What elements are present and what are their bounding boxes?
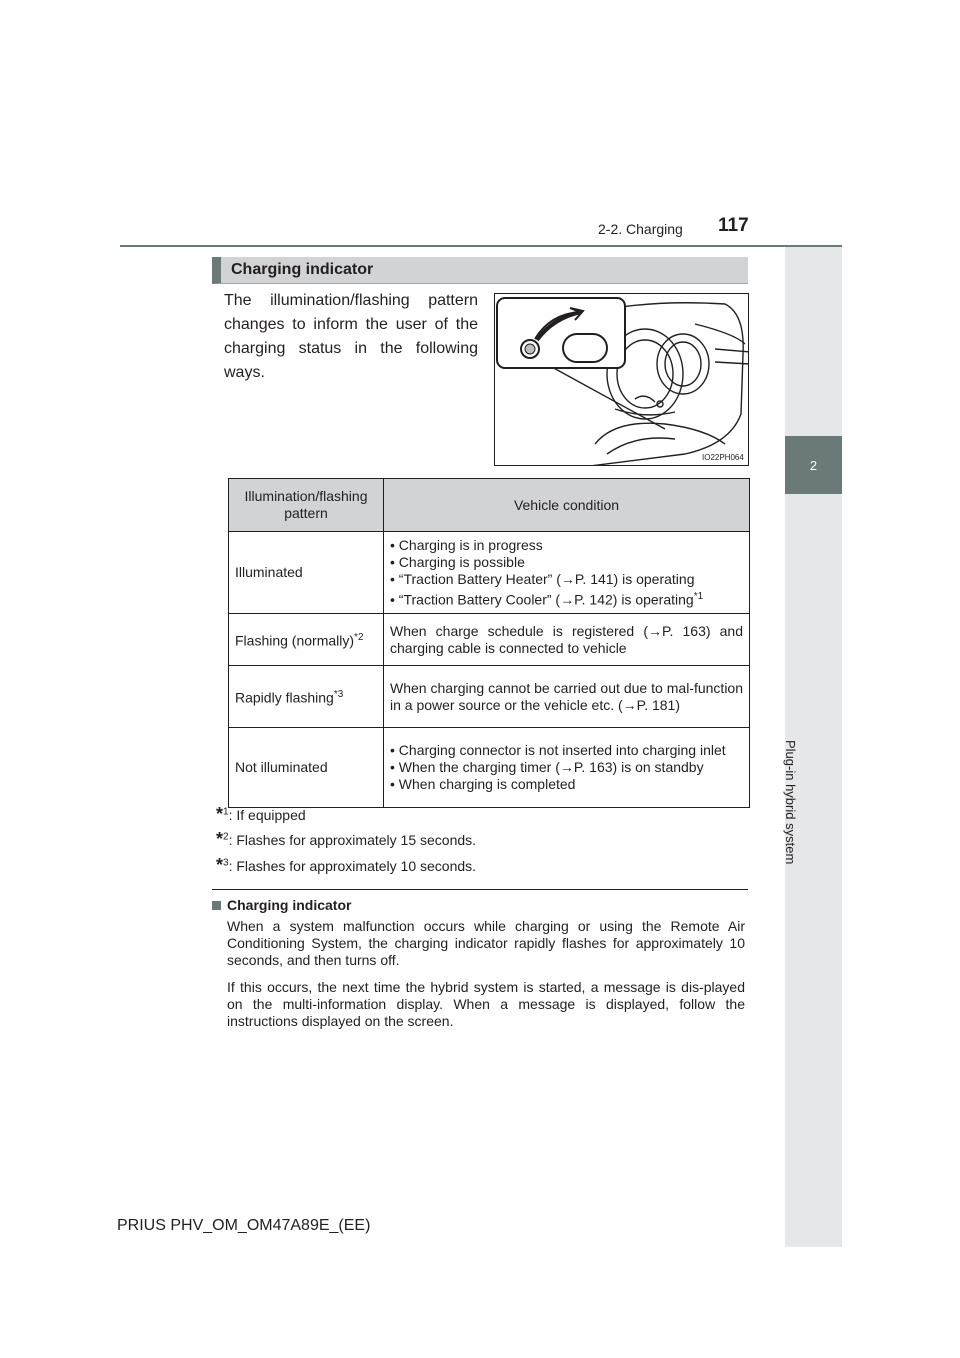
section-title: Charging indicator xyxy=(231,261,374,278)
condition-bullet: • Charging is in progress xyxy=(390,536,543,553)
pattern-label: Flashing (normally) xyxy=(235,632,355,649)
condition-bullet: • Charging connector is not inserted into charging inlet xyxy=(390,742,726,758)
condition-cell: When charging cannot be carried out due to mal-function in a power source or the vehicle etc. (→P. 181) xyxy=(384,666,750,728)
condition-cell xyxy=(384,728,750,808)
subsection-heading xyxy=(212,897,351,913)
condition-bullet: • Charging is possible xyxy=(390,553,525,570)
subsection-rule xyxy=(212,889,748,890)
pattern-label: Not illuminated xyxy=(235,759,328,775)
charging-port-drawing xyxy=(495,294,749,466)
intro-text: The illumination/flashing pattern changes to inform the user of the charging status in the following ways. xyxy=(224,292,478,381)
footnote-ref: *3 xyxy=(333,689,344,701)
pattern-cell xyxy=(229,614,384,666)
table-row xyxy=(229,614,750,666)
pattern-cell xyxy=(229,532,384,614)
table-row xyxy=(229,728,750,808)
footnote-ref: *2 xyxy=(354,632,364,644)
figure-code: IO22PH064 xyxy=(702,453,744,462)
footer-document-code: PRIUS PHV_OM_OM47A89E_(EE) xyxy=(117,1217,371,1234)
paragraph: When a system malfunction occurs while charging or using the Remote Air Conditioning System, the charging indicator rapidly flashes for approximately 10 seconds, and then turns off. xyxy=(227,918,745,968)
header-rule xyxy=(120,245,842,247)
indicator-pattern-table xyxy=(228,478,750,808)
table-row xyxy=(229,666,750,728)
condition-bullet: • When the charging timer (→P. 163) is on standby xyxy=(390,759,704,775)
condition-cell: When charge schedule is registered (→P. 163) and charging cable is connected to vehicle xyxy=(384,614,750,666)
pattern-label: Rapidly flashing xyxy=(235,689,334,706)
condition-bullet: • “Traction Battery Heater” (→P. 141) is operating xyxy=(390,570,695,587)
paragraph: If this occurs, the next time the hybrid system is started, a message is dis-played on the multi-information display. When a message is displayed, follow the instructions displayed on the screen. xyxy=(227,979,745,1029)
condition-bullet: • “Traction Battery Cooler” (→P. 142) is operating$^{*1}$ xyxy=(390,590,704,608)
section-title-bar xyxy=(212,257,748,284)
header-section-title: 2-2. Charging xyxy=(598,221,683,237)
footnote: *$^3$: Flashes for approximately 10 seconds. xyxy=(216,855,477,875)
table-header-row xyxy=(229,479,750,532)
footnote: *$^1$: If equipped xyxy=(216,804,306,824)
square-bullet-icon xyxy=(212,901,221,910)
pattern-cell xyxy=(229,728,384,808)
charging-port-illustration xyxy=(494,293,749,466)
side-tab-label: Plug-in hybrid system xyxy=(783,740,798,865)
subsection-title: Charging indicator xyxy=(227,897,352,913)
side-tab-number: 2 xyxy=(785,436,842,494)
table-header-condition: Vehicle condition xyxy=(384,479,750,532)
condition-cell xyxy=(384,532,750,614)
footnote-ref: *1 xyxy=(693,590,704,602)
page-number: 117 xyxy=(718,215,749,236)
pattern-label: Illuminated xyxy=(235,564,303,580)
condition-bullet: • When charging is completed xyxy=(390,776,576,792)
pattern-cell xyxy=(229,666,384,728)
table-header-pattern: Illumination/flashing pattern xyxy=(229,479,384,532)
footnote: *$^2$: Flashes for approximately 15 seconds. xyxy=(216,829,477,849)
table-row xyxy=(229,532,750,614)
